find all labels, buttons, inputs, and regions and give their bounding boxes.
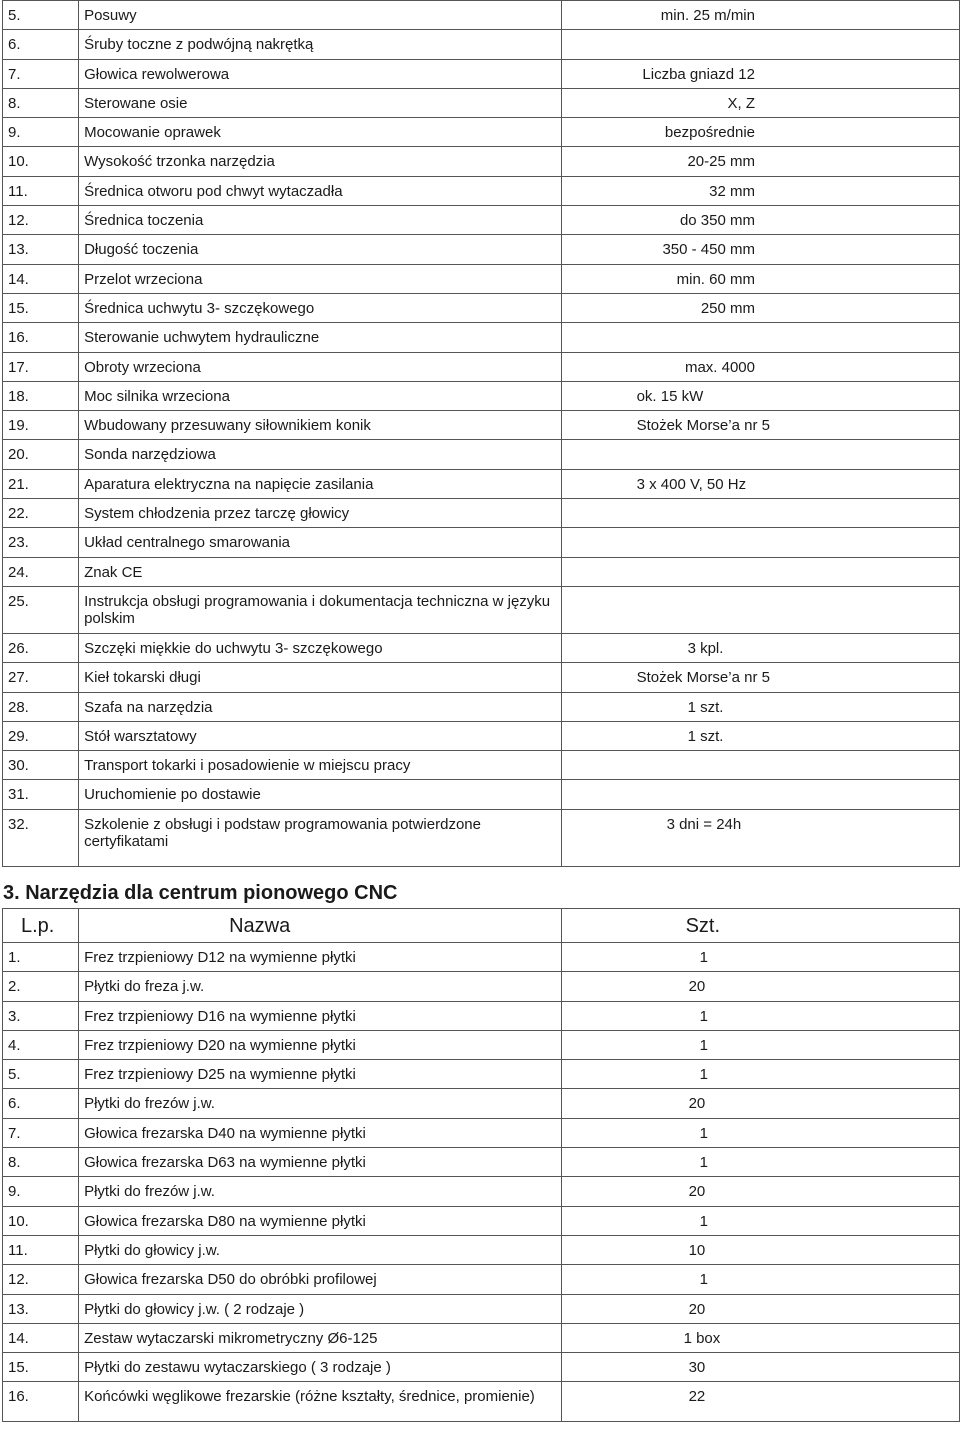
table-row — [3, 411, 960, 440]
row-number: 28. — [3, 692, 79, 721]
table-row — [3, 1353, 960, 1382]
table-row — [3, 293, 960, 322]
row-number: 23. — [3, 528, 79, 557]
row-name: Posuwy — [79, 1, 562, 30]
table-row — [3, 528, 960, 557]
header-qty: Szt. — [561, 909, 959, 943]
row-qty: 10 — [561, 1235, 959, 1264]
row-qty: 22 — [561, 1382, 959, 1422]
row-number: 1. — [3, 943, 79, 972]
row-number: 12. — [3, 1265, 79, 1294]
row-value: 350 - 450 mm — [561, 235, 959, 264]
table-row — [3, 1148, 960, 1177]
table-row — [3, 381, 960, 410]
row-value: Stożek Morse’a nr 5 — [561, 663, 959, 692]
row-name: Sterowanie uchwytem hydrauliczne — [79, 323, 562, 352]
row-value — [561, 499, 959, 528]
row-qty: 1 — [561, 1206, 959, 1235]
table-row — [3, 147, 960, 176]
row-value — [561, 323, 959, 352]
row-name: Moc silnika wrzeciona — [79, 381, 562, 410]
row-number: 20. — [3, 440, 79, 469]
section-title: 3. Narzędzia dla centrum pionowego CNC — [3, 882, 398, 904]
row-value: bezpośrednie — [561, 118, 959, 147]
row-name: Długość toczenia — [79, 235, 562, 264]
row-name: System chłodzenia przez tarczę głowicy — [79, 499, 562, 528]
table-row — [3, 1382, 960, 1422]
row-number: 29. — [3, 721, 79, 750]
table-row — [3, 118, 960, 147]
row-number: 12. — [3, 206, 79, 235]
row-number: 21. — [3, 469, 79, 498]
table-row — [3, 88, 960, 117]
row-name: Głowica frezarska D80 na wymienne płytki — [79, 1206, 562, 1235]
table-row — [3, 780, 960, 809]
row-value: Liczba gniazd 12 — [561, 59, 959, 88]
row-number: 10. — [3, 1206, 79, 1235]
row-name: Szczęki miękkie do uchwytu 3- szczękowego — [79, 633, 562, 662]
row-name: Sonda narzędziowa — [79, 440, 562, 469]
table-row — [3, 323, 960, 352]
row-value: 1 szt. — [561, 692, 959, 721]
row-value: max. 4000 — [561, 352, 959, 381]
row-number: 15. — [3, 1353, 79, 1382]
row-number: 22. — [3, 499, 79, 528]
row-qty: 1 — [561, 1148, 959, 1177]
row-name: Głowica frezarska D63 na wymienne płytki — [79, 1148, 562, 1177]
row-number: 9. — [3, 1177, 79, 1206]
row-name: Głowica frezarska D40 na wymienne płytki — [79, 1118, 562, 1147]
row-value — [561, 30, 959, 59]
table-row — [3, 809, 960, 866]
table-row — [3, 176, 960, 205]
row-number: 32. — [3, 809, 79, 866]
table-row — [3, 633, 960, 662]
row-number: 16. — [3, 1382, 79, 1422]
row-value — [561, 557, 959, 586]
row-qty: 1 — [561, 1001, 959, 1030]
row-number: 13. — [3, 235, 79, 264]
row-name: Zestaw wytaczarski mikrometryczny Ø6-125 — [79, 1323, 562, 1352]
row-qty: 1 — [561, 1118, 959, 1147]
row-number: 26. — [3, 633, 79, 662]
row-name: Śruby toczne z podwójną nakrętką — [79, 30, 562, 59]
row-name: Frez trzpieniowy D25 na wymienne płytki — [79, 1060, 562, 1089]
row-qty: 1 — [561, 1265, 959, 1294]
row-value: 250 mm — [561, 293, 959, 322]
table-row — [3, 1294, 960, 1323]
row-number: 11. — [3, 176, 79, 205]
row-number: 11. — [3, 1235, 79, 1264]
row-value: X, Z — [561, 88, 959, 117]
table-row — [3, 1060, 960, 1089]
row-name: Frez trzpieniowy D12 na wymienne płytki — [79, 943, 562, 972]
row-name: Głowica rewolwerowa — [79, 59, 562, 88]
row-value — [561, 528, 959, 557]
table-row — [3, 692, 960, 721]
table-row — [3, 1118, 960, 1147]
table-row — [3, 264, 960, 293]
row-number: 7. — [3, 59, 79, 88]
table-row — [3, 499, 960, 528]
row-value: 3 kpl. — [561, 633, 959, 662]
row-value — [561, 586, 959, 633]
row-value: do 350 mm — [561, 206, 959, 235]
row-name: Przelot wrzeciona — [79, 264, 562, 293]
row-number: 25. — [3, 586, 79, 633]
row-name: Obroty wrzeciona — [79, 352, 562, 381]
row-name: Płytki do zestawu wytaczarskiego ( 3 rodzaje ) — [79, 1353, 562, 1382]
row-number: 4. — [3, 1030, 79, 1059]
table-row — [3, 1, 960, 30]
row-qty: 20 — [561, 1177, 959, 1206]
table-row — [3, 206, 960, 235]
table-row — [3, 751, 960, 780]
row-value: 3 x 400 V, 50 Hz — [561, 469, 959, 498]
table-row — [3, 235, 960, 264]
row-name: Kieł tokarski długi — [79, 663, 562, 692]
row-name: Średnica toczenia — [79, 206, 562, 235]
row-number: 30. — [3, 751, 79, 780]
row-qty: 1 box — [561, 1323, 959, 1352]
table-row — [3, 59, 960, 88]
row-number: 9. — [3, 118, 79, 147]
row-number: 3. — [3, 1001, 79, 1030]
header-name: Nazwa — [79, 909, 562, 943]
row-qty: 1 — [561, 943, 959, 972]
row-number: 6. — [3, 30, 79, 59]
row-qty: 1 — [561, 1060, 959, 1089]
row-qty: 20 — [561, 1089, 959, 1118]
row-name: Znak CE — [79, 557, 562, 586]
row-value: 20-25 mm — [561, 147, 959, 176]
row-value: min. 25 m/min — [561, 1, 959, 30]
row-number: 2. — [3, 972, 79, 1001]
row-name: Średnica uchwytu 3- szczękowego — [79, 293, 562, 322]
row-name: Wysokość trzonka narzędzia — [79, 147, 562, 176]
table-row — [3, 1001, 960, 1030]
header-lp: L.p. — [3, 909, 79, 943]
row-number: 15. — [3, 293, 79, 322]
row-value — [561, 751, 959, 780]
table-row — [3, 663, 960, 692]
row-number: 17. — [3, 352, 79, 381]
table-row — [3, 440, 960, 469]
table-row — [3, 1206, 960, 1235]
row-number: 8. — [3, 1148, 79, 1177]
row-value: 3 dni = 24h — [561, 809, 959, 866]
table-row — [3, 352, 960, 381]
row-name: Mocowanie oprawek — [79, 118, 562, 147]
row-name: Frez trzpieniowy D16 na wymienne płytki — [79, 1001, 562, 1030]
row-name: Instrukcja obsługi programowania i dokumentacja techniczna w języku polskim — [79, 586, 562, 633]
table-row — [3, 1265, 960, 1294]
row-value: ok. 15 kW — [561, 381, 959, 410]
row-number: 13. — [3, 1294, 79, 1323]
row-number: 8. — [3, 88, 79, 117]
row-name: Stół warsztatowy — [79, 721, 562, 750]
row-number: 16. — [3, 323, 79, 352]
row-number: 19. — [3, 411, 79, 440]
row-number: 6. — [3, 1089, 79, 1118]
table-row — [3, 557, 960, 586]
row-name: Układ centralnego smarowania — [79, 528, 562, 557]
row-value: min. 60 mm — [561, 264, 959, 293]
row-name: Aparatura elektryczna na napięcie zasilania — [79, 469, 562, 498]
table-row — [3, 586, 960, 633]
row-name: Frez trzpieniowy D20 na wymienne płytki — [79, 1030, 562, 1059]
row-name: Płytki do głowicy j.w. ( 2 rodzaje ) — [79, 1294, 562, 1323]
row-name: Płytki do frezów j.w. — [79, 1177, 562, 1206]
table-row — [3, 469, 960, 498]
table-row — [3, 943, 960, 972]
row-number: 24. — [3, 557, 79, 586]
row-value: 1 szt. — [561, 721, 959, 750]
row-number: 7. — [3, 1118, 79, 1147]
row-name: Głowica frezarska D50 do obróbki profilowej — [79, 1265, 562, 1294]
spec-table — [2, 0, 960, 867]
row-number: 18. — [3, 381, 79, 410]
table-row — [3, 1323, 960, 1352]
row-name: Średnica otworu pod chwyt wytaczadła — [79, 176, 562, 205]
table-row — [3, 721, 960, 750]
row-name: Szafa na narzędzia — [79, 692, 562, 721]
row-value — [561, 440, 959, 469]
table-row — [3, 30, 960, 59]
row-name: Płytki do głowicy j.w. — [79, 1235, 562, 1264]
row-name: Wbudowany przesuwany siłownikiem konik — [79, 411, 562, 440]
row-number: 14. — [3, 1323, 79, 1352]
table-row — [3, 1235, 960, 1264]
row-qty: 20 — [561, 972, 959, 1001]
row-number: 10. — [3, 147, 79, 176]
row-number: 14. — [3, 264, 79, 293]
table-row — [3, 1030, 960, 1059]
row-name: Szkolenie z obsługi i podstaw programowania potwierdzone certyfikatami — [79, 809, 562, 866]
row-name: Uruchomienie po dostawie — [79, 780, 562, 809]
row-number: 5. — [3, 1, 79, 30]
row-number: 31. — [3, 780, 79, 809]
row-value: Stożek Morse’a nr 5 — [561, 411, 959, 440]
row-name: Końcówki węglikowe frezarskie (różne kształty, średnice, promienie) — [79, 1382, 562, 1422]
table-header — [3, 909, 960, 943]
row-name: Płytki do freza j.w. — [79, 972, 562, 1001]
row-qty: 30 — [561, 1353, 959, 1382]
table-row — [3, 1177, 960, 1206]
row-number: 27. — [3, 663, 79, 692]
row-name: Sterowane osie — [79, 88, 562, 117]
table-row — [3, 1089, 960, 1118]
row-number: 5. — [3, 1060, 79, 1089]
row-name: Płytki do frezów j.w. — [79, 1089, 562, 1118]
tools-table — [2, 908, 960, 1422]
row-name: Transport tokarki i posadowienie w miejscu pracy — [79, 751, 562, 780]
row-value — [561, 780, 959, 809]
row-value: 32 mm — [561, 176, 959, 205]
row-qty: 20 — [561, 1294, 959, 1323]
table-row — [3, 972, 960, 1001]
row-qty: 1 — [561, 1030, 959, 1059]
